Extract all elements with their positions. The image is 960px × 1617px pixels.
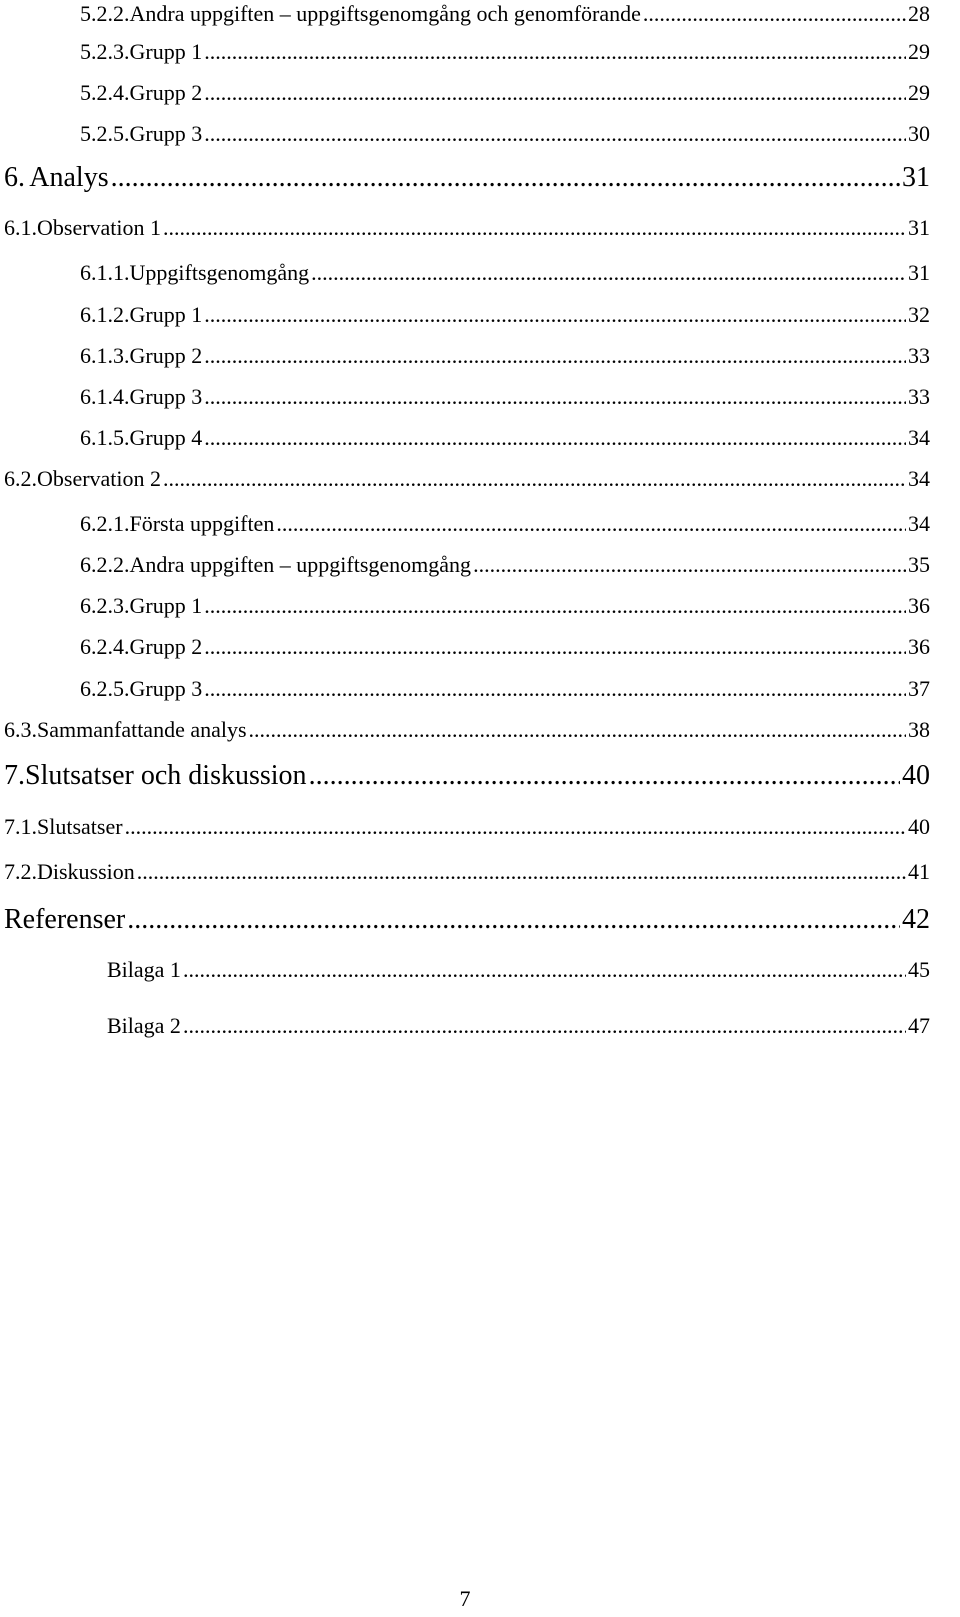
toc-leader-dots xyxy=(309,759,900,793)
toc-entry-label: Bilaga 1 xyxy=(107,957,181,982)
toc-entry-number: 5.2.4. xyxy=(80,80,130,105)
toc-leader-dots xyxy=(127,903,900,937)
toc-leader-dots xyxy=(183,956,906,984)
toc-entry-number: 6.2.2. xyxy=(80,552,130,577)
toc-entry-label: Observation 1 xyxy=(37,215,162,240)
toc-leader-dots xyxy=(473,551,906,579)
toc-leader-dots xyxy=(249,716,906,744)
toc-entry-page: 33 xyxy=(908,343,930,368)
toc-entry-label: Grupp 1 xyxy=(129,302,203,327)
toc-leader-dots xyxy=(643,0,906,28)
toc-entry-number: 6.1. xyxy=(4,215,37,240)
toc-entry-number: 7.1. xyxy=(4,814,37,839)
toc-entry[interactable] xyxy=(80,0,930,28)
toc-entry-page: 36 xyxy=(908,634,930,659)
toc-leader-dots xyxy=(137,858,906,886)
toc-entry-chapter[interactable] xyxy=(4,759,930,793)
toc-entry-number: 7. xyxy=(4,760,25,791)
toc-entry-page: 34 xyxy=(908,425,930,450)
toc-entry-number: 6. xyxy=(4,162,25,193)
toc-entry-page: 45 xyxy=(908,957,930,982)
toc-entry-number: 5.2.3. xyxy=(80,39,130,64)
toc-entry-label: Slutsatser och diskussion xyxy=(25,760,307,791)
toc-leader-dots xyxy=(276,510,906,538)
toc-entry[interactable] xyxy=(80,592,930,620)
toc-entry[interactable] xyxy=(80,79,930,107)
toc-leader-dots xyxy=(204,383,906,411)
toc-entry-number: 5.2.2. xyxy=(80,1,130,26)
toc-entry[interactable] xyxy=(80,383,930,411)
toc-entry[interactable] xyxy=(80,342,930,370)
toc-entry-number: 6.1.3. xyxy=(80,343,130,368)
toc-entry[interactable] xyxy=(80,120,930,148)
toc-entry-number: 6.2.3. xyxy=(80,593,130,618)
toc-entry-number: 6.2.5. xyxy=(80,676,130,701)
toc-entry-page: 34 xyxy=(908,466,930,491)
toc-entry-page: 40 xyxy=(902,760,930,791)
toc-leader-dots xyxy=(204,301,906,329)
toc-entry[interactable] xyxy=(80,259,930,287)
toc-entry[interactable] xyxy=(80,301,930,329)
toc-leader-dots xyxy=(204,424,906,452)
toc-leader-dots xyxy=(204,633,906,661)
toc-entry[interactable] xyxy=(80,424,930,452)
toc-entry-page: 47 xyxy=(908,1013,930,1038)
toc-entry-label: Första uppgiften xyxy=(129,511,275,536)
toc-entry-label: Andra uppgiften – uppgiftsgenomgång xyxy=(129,552,472,577)
toc-entry-page: 29 xyxy=(908,80,930,105)
toc-entry-label: Grupp 2 xyxy=(129,80,203,105)
toc-entry-number: 6.2.4. xyxy=(80,634,130,659)
toc-leader-dots xyxy=(163,214,906,242)
toc-entry-page: 34 xyxy=(908,511,930,536)
toc-entry-number: 6.1.5. xyxy=(80,425,130,450)
toc-entry-label: Grupp 3 xyxy=(129,384,203,409)
toc-entry[interactable] xyxy=(107,956,930,984)
toc-entry-number: 6.1.2. xyxy=(80,302,130,327)
toc-entry-page: 31 xyxy=(908,215,930,240)
toc-entry-page: 41 xyxy=(908,859,930,884)
toc-entry[interactable] xyxy=(80,38,930,66)
toc-entry[interactable] xyxy=(80,551,930,579)
toc-entry[interactable] xyxy=(80,633,930,661)
toc-entry-page: 29 xyxy=(908,39,930,64)
toc-entry-number: 7.2. xyxy=(4,859,37,884)
toc-entry-label: Bilaga 2 xyxy=(107,1013,181,1038)
toc-entry-label: Grupp 4 xyxy=(129,425,203,450)
toc-entry[interactable] xyxy=(80,510,930,538)
toc-entry-label: Analys xyxy=(29,162,109,193)
toc-leader-dots xyxy=(204,38,906,66)
toc-leader-dots xyxy=(163,465,906,493)
toc-entry[interactable] xyxy=(4,813,930,841)
toc-entry-page: 42 xyxy=(902,904,930,935)
toc-entry-page: 35 xyxy=(908,552,930,577)
toc-leader-dots xyxy=(183,1012,906,1040)
toc-entry-number: 6.2. xyxy=(4,466,37,491)
toc-entry-number: 6.1.4. xyxy=(80,384,130,409)
toc-entry[interactable] xyxy=(4,214,930,242)
toc-entry[interactable] xyxy=(107,1012,930,1040)
page-number: 7 xyxy=(459,1586,471,1611)
toc-entry-label: Referenser xyxy=(4,904,126,935)
toc-entry-page: 37 xyxy=(908,676,930,701)
toc-entry-label: Grupp 3 xyxy=(129,676,203,701)
toc-entry-page: 38 xyxy=(908,717,930,742)
toc-leader-dots xyxy=(311,259,906,287)
toc-entry[interactable] xyxy=(4,465,930,493)
toc-entry-label: Grupp 2 xyxy=(129,634,203,659)
toc-entry-label: Diskussion xyxy=(37,859,135,884)
toc-entry-label: Grupp 2 xyxy=(129,343,203,368)
toc-entry-label: Uppgiftsgenomgång xyxy=(129,260,310,285)
toc-entry-label: Grupp 3 xyxy=(129,121,203,146)
toc-entry-label: Sammanfattande analys xyxy=(37,717,247,742)
toc-entry-page: 36 xyxy=(908,593,930,618)
toc-leader-dots xyxy=(125,813,906,841)
toc-entry-label: Slutsatser xyxy=(37,814,123,839)
toc-entry-label: Grupp 1 xyxy=(129,593,203,618)
toc-entry-page: 33 xyxy=(908,384,930,409)
toc-entry-page: 40 xyxy=(908,814,930,839)
toc-leader-dots xyxy=(204,342,906,370)
toc-entry[interactable] xyxy=(4,716,930,744)
toc-leader-dots xyxy=(204,120,906,148)
toc-entry-label: Grupp 1 xyxy=(129,39,203,64)
toc-entry-label: Andra uppgiften – uppgiftsgenomgång och genomförande xyxy=(129,1,641,26)
toc-entry-chapter[interactable] xyxy=(4,903,930,937)
toc-entry-page: 28 xyxy=(908,1,930,26)
toc-entry-page: 32 xyxy=(908,302,930,327)
toc-leader-dots xyxy=(204,675,906,703)
toc-entry-page: 31 xyxy=(902,162,930,193)
toc-leader-dots xyxy=(204,79,906,107)
toc-leader-dots xyxy=(204,592,906,620)
toc-entry[interactable] xyxy=(4,858,930,886)
toc-entry-page: 31 xyxy=(908,260,930,285)
toc-entry-label: Observation 2 xyxy=(37,466,162,491)
toc-entry-number: 6.3. xyxy=(4,717,37,742)
toc-entry-number: 6.2.1. xyxy=(80,511,130,536)
toc-entry[interactable] xyxy=(80,675,930,703)
toc-entry-number: 6.1.1. xyxy=(80,260,130,285)
toc-entry-number: 5.2.5. xyxy=(80,121,130,146)
toc-entry-chapter[interactable] xyxy=(4,161,930,195)
toc-entry-page: 30 xyxy=(908,121,930,146)
toc-leader-dots xyxy=(111,161,900,195)
